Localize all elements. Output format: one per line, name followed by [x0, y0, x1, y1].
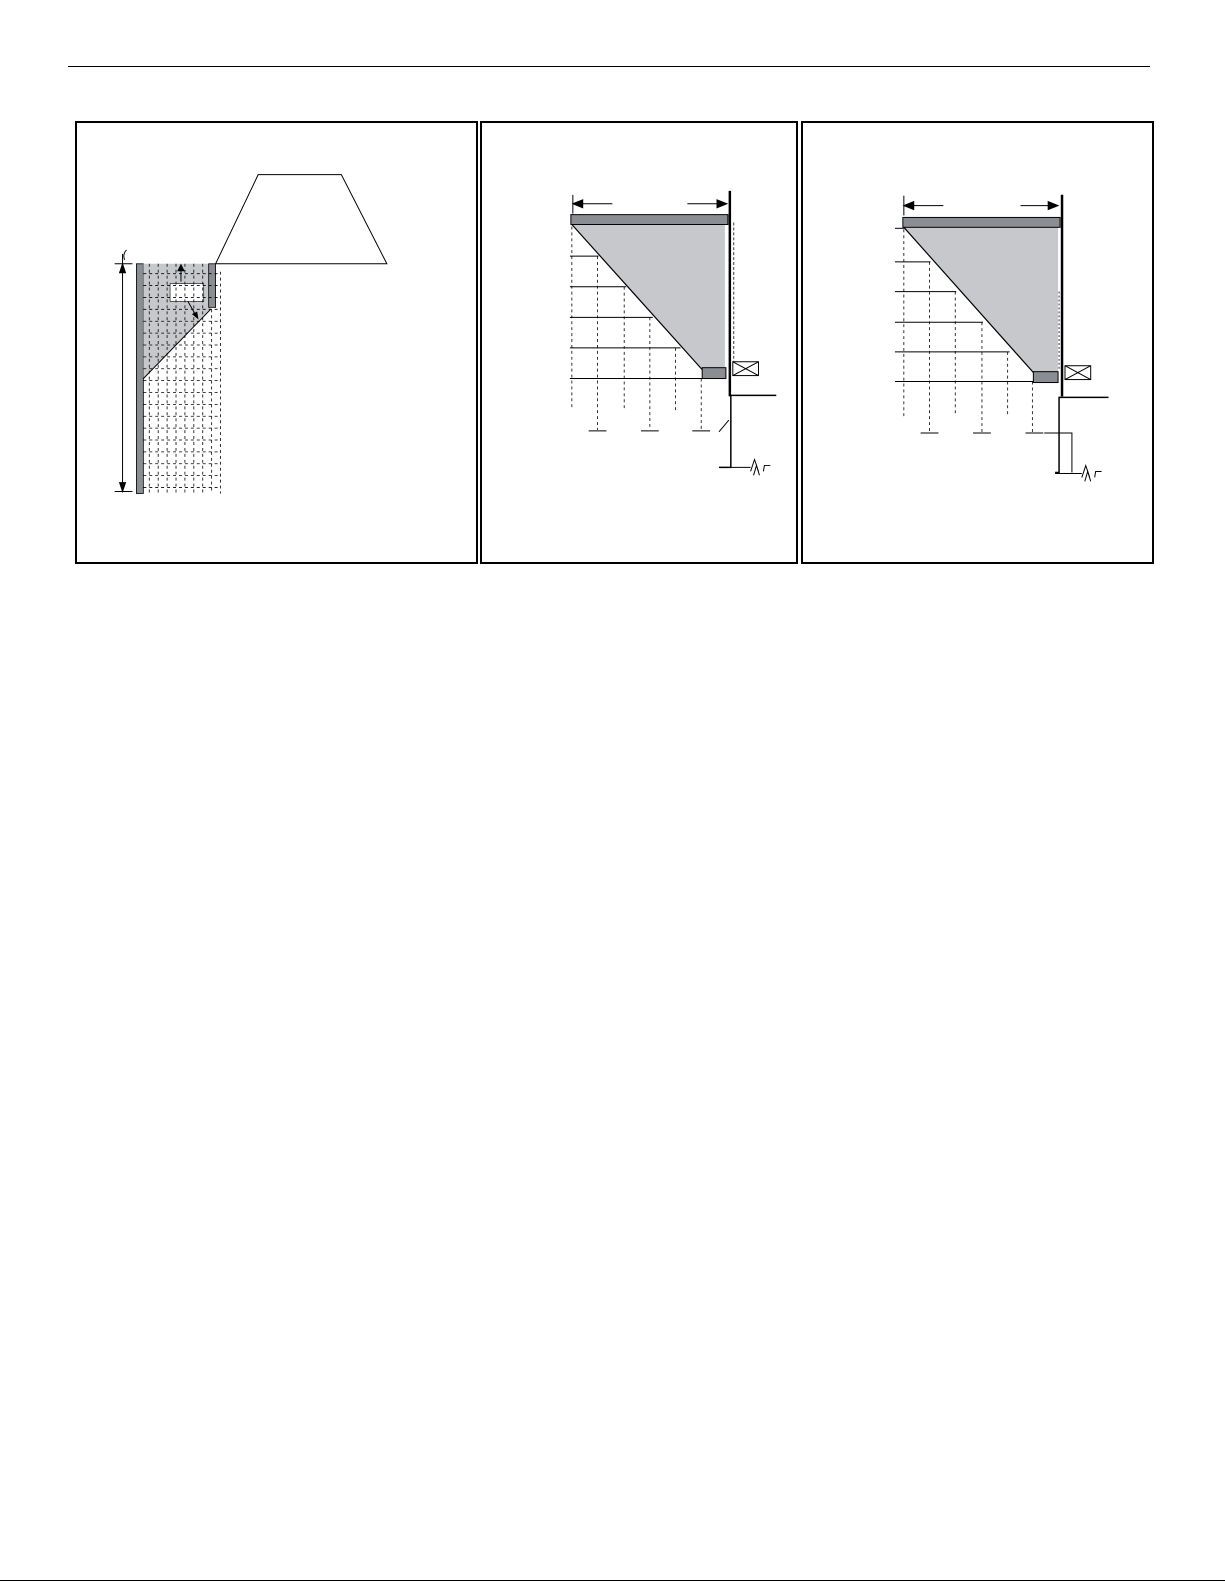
- ground-profile: [719, 395, 776, 467]
- width-dimension: [573, 195, 727, 214]
- footer-rule: [0, 1580, 1225, 1581]
- ground-profile: [1044, 397, 1108, 472]
- ground-symbol-icon: [1055, 466, 1101, 482]
- height-dimension: [115, 250, 133, 492]
- top-slab-dark: [903, 217, 1060, 227]
- panel-1-drawing: [77, 123, 476, 562]
- toe-block-dark: [702, 368, 726, 379]
- x-box-icon: [1065, 366, 1091, 380]
- panel-2-drawing: [482, 123, 796, 562]
- trapezoid-outline: [216, 175, 387, 264]
- toe-block-dark: [1033, 372, 1058, 383]
- ground-symbol-icon: [731, 460, 770, 476]
- header-rule: [68, 66, 1150, 67]
- panel-3-drawing: [803, 123, 1152, 562]
- diagram-panel-1: [75, 121, 478, 564]
- diagram-panel-2: [480, 121, 798, 564]
- wall-strip-dark: [136, 264, 143, 494]
- label-box: [170, 284, 204, 302]
- diagram-panel-3: [801, 121, 1154, 564]
- slope-shaded-area: [904, 227, 1058, 372]
- top-slab-dark: [571, 215, 728, 225]
- wedge-shaded-area: [143, 264, 210, 379]
- slope-shaded-area: [572, 225, 725, 369]
- x-box-icon: [733, 362, 759, 376]
- width-dimension: [904, 196, 1058, 216]
